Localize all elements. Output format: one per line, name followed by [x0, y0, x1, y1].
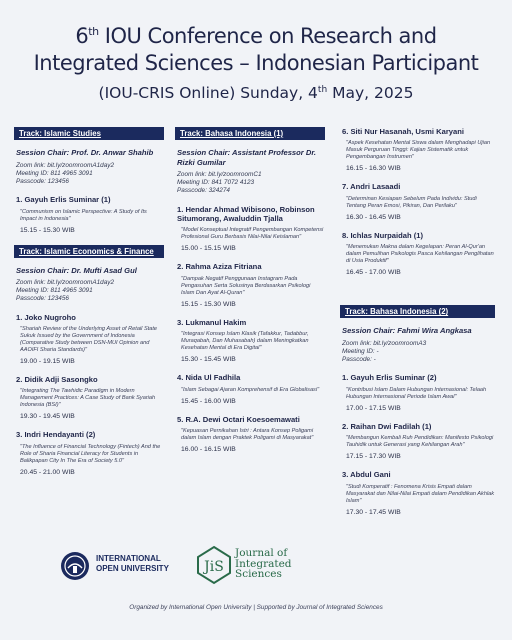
session-time: 17.30 - 17.45 WIB — [346, 508, 401, 516]
presenter-name: 7. Andri Lasaadi — [342, 182, 401, 192]
paper-title: "Communism on Islamic Perspective: A Study of Its Impact in Indonesia" — [20, 208, 147, 222]
session-time: 20.45 - 21.00 WIB — [20, 468, 75, 476]
paper-title: "Kepuasan Pernikahan Istri : Antara Konsep Poligami dalam Islam dengan Praktek Poligami di Masyarakat" — [181, 428, 314, 442]
zoom-link[interactable]: Zoom link: bit.ly/zoomroomA1day2 — [16, 161, 115, 169]
presenter-name: 4. Nida Ul Fadhila — [177, 373, 241, 383]
presenter-name: 2. Didik Adji Sasongko — [16, 375, 98, 385]
session-item — [16, 430, 164, 476]
session-time: 15.15 - 15.30 WIB — [20, 226, 75, 234]
paper-title: "Studi Komperatif : Fenomena Krisis Empati dalam Masyarakat dan Nilai-Nilai Empati dalam Pendidikan Akhlak Islam" — [346, 483, 495, 504]
paper-title: "Islam Sebagai Ajaran Komprehensif di Era Globalisasi" — [181, 386, 320, 393]
sponsor-logos — [60, 541, 320, 591]
paper-title: "Menemukan Makna dalam Kegelapan: Peran Al-Qur'an dalam Pemulihan Psikologis Pasca Kehilangan Penglihatan di Usia Produktif" — [346, 244, 494, 265]
session-chair: Session Chair: Dr. Mufti Asad Gul — [16, 265, 137, 275]
presenter-name: 3. Abdul Gani — [342, 470, 391, 480]
page-title: 6th IOU Conference on Research and — [75, 24, 437, 48]
svg-text:JiS: JiS — [204, 559, 224, 575]
session-time: 19.30 - 19.45 WIB — [20, 413, 75, 421]
presenter-name: 1. Gayuh Erlis Suminar (1) — [16, 195, 111, 205]
session-time: 19.00 - 19.15 WIB — [20, 358, 75, 366]
zoom-link[interactable]: Zoom link: bit.ly/zoomroomA1day2 — [16, 279, 115, 287]
session-item — [342, 127, 495, 173]
session-time: 16.00 - 16.15 WIB — [181, 446, 236, 454]
paper-title: "Membangun Kembali Ruh Pendidikan: Manifesto Psikologi Tauhidik untuk Generasi yang Kehilangan Arah" — [346, 435, 494, 449]
session-time: 15.15 - 15.30 WIB — [181, 300, 236, 308]
passcode: Passcode: - — [342, 356, 376, 364]
session-item — [16, 313, 164, 366]
presenter-name: 1. Joko Nugroho — [16, 312, 76, 322]
presenter-name: 3. Indri Hendayanti (2) — [16, 430, 96, 440]
paper-title: "Integrasi Konsep Islam Klasik (Tafakkur, Tadabbur, Muraqabah, Dan Muhasabah) dalam Meningkatkan Kesehatan Mental di Era Digital" — [181, 331, 309, 352]
column-middle — [175, 127, 325, 454]
paper-title: "Integrating The Tawhidic Paradigm in Modern Management Practices: A Case Study of Bank Syariah Indonesia (BSI)" — [20, 388, 156, 409]
session-item — [177, 262, 325, 308]
session-time: 15.30 - 15.45 WIB — [181, 356, 236, 364]
meeting-id: Meeting ID: - — [342, 347, 379, 355]
presenter-name: 1. Hendar Ahmad Wibisono, Robinson Situmorang, Awaluddin Tjalla — [177, 204, 315, 224]
session-item — [342, 373, 495, 412]
presenter-name: 2. Raihan Dwi Fadilah (1) — [342, 421, 432, 431]
column-left — [14, 127, 164, 477]
track-header-islamic-economics: Track: Islamic Economics & Finance — [14, 245, 164, 258]
session-item — [342, 231, 495, 277]
session-time: 16.15 - 16.30 WIB — [346, 165, 401, 173]
paper-title: "Shariah Review of the Underlying Asset of Retail State Sukuk Issued by the Government of Indonesia (Comparative Study between DSN-MUI Opinion and AAOIFI Sharia Standards)" — [20, 326, 158, 354]
track-header-bahasa-indonesia-2: Track: Bahasa Indonesia (2) — [340, 305, 495, 318]
zoom-link[interactable]: Zoom link: bit.ly/zoomroomC1 — [177, 171, 262, 178]
session-item — [342, 182, 495, 221]
paper-title: "Aspek Kesehatan Mental Siswa dalam Menghadapi Ujian Masuk Perguruan Tinggi: Kajian Sistematik untuk Pengembangan Instrumen" — [346, 140, 491, 161]
paper-title: "Kontribusi Islam Dalam Hubungan Internasional: Telaah Hubungan Internasional Periode Islam Awal" — [346, 386, 487, 400]
passcode: Passcode: 324274 — [177, 187, 230, 195]
session-time: 17.00 - 17.15 WIB — [346, 404, 401, 412]
session-item — [342, 470, 495, 516]
session-time: 15.45 - 16.00 WIB — [181, 397, 236, 405]
paper-title: "The Influence of Financial Technology (Fintech) And the Role of Sharia Financial Literacy for Students in Balikpapan City In The Era of Society 5.0" — [20, 443, 161, 464]
paper-title: "Dampak Negatif Penggunaan Instagram Pada Pengasuhan Serta Solusinya Berdasarkan Psikologi Islam Dan Ayat Al-Quran" — [181, 275, 311, 296]
paper-title: "Determinan Kesiapan Sebelum Pada Individu: Studi Tentang Peran Emosi, Pikiran, Dan Perilaku" — [346, 195, 477, 209]
presenter-name: 1. Gayuh Erlis Suminar (2) — [342, 373, 437, 383]
meeting-id: Meeting ID: 841 7072 4123 — [177, 179, 255, 187]
meeting-id: Meeting ID: 811 4965 3091 — [16, 169, 93, 177]
column-right — [340, 127, 495, 517]
presenter-name: 3. Lukmanul Hakim — [177, 317, 247, 327]
iou-logo-icon — [60, 551, 90, 581]
page-header — [0, 18, 512, 104]
presenter-name: 2. Rahma Aziza Fitriana — [177, 262, 262, 272]
session-item — [342, 422, 495, 461]
paper-title: "Model Konseptual Integratif Pengembangan Kompetensi Profesional Guru Berbasis Nilai-Nilai Keislaman" — [181, 227, 324, 241]
session-item — [177, 205, 325, 254]
presenter-name: 5. R.A. Dewi Octari Koesoemawati — [177, 414, 300, 424]
presenter-name: 6. Siti Nur Hasanah, Usmi Karyani — [342, 127, 464, 136]
session-chair: Session Chair: Assistant Professor Dr. Rizki Gumilar — [177, 148, 316, 167]
session-item — [177, 318, 325, 364]
track-header-islamic-studies: Track: Islamic Studies — [14, 127, 164, 140]
event-date: (IOU-CRIS Online) Sunday, 4th May, 2025 — [98, 84, 414, 103]
passcode: Passcode: 123456 — [16, 177, 69, 185]
passcode: Passcode: 123456 — [16, 295, 69, 303]
jis-logo-icon — [196, 545, 232, 585]
session-item — [177, 373, 325, 405]
session-item — [16, 375, 164, 421]
page-title-line2: Integrated Sciences – Indonesian Participant — [33, 51, 479, 75]
presenter-name: 8. Ichlas Nurpaidah (1) — [342, 230, 424, 240]
session-time: 17.15 - 17.30 WIB — [346, 453, 401, 461]
iou-logo-text: INTERNATIONAL OPEN UNIVERSITY — [96, 554, 169, 573]
session-time: 15.00 - 15.15 WIB — [181, 245, 236, 253]
session-time: 16.30 - 16.45 WIB — [346, 213, 401, 221]
session-item — [177, 415, 325, 454]
footer-credit: Organized by International Open University | Supported by Journal of Integrated Sciences — [129, 604, 383, 611]
session-time: 16.45 - 17.00 WIB — [346, 269, 401, 277]
track-header-bahasa-indonesia-1: Track: Bahasa Indonesia (1) — [175, 127, 325, 140]
jis-logo-text: Journal of Integrated Sciences — [235, 547, 292, 580]
session-chair: Session Chair: Prof. Dr. Anwar Shahib — [16, 148, 154, 157]
meeting-id: Meeting ID: 811 4965 3091 — [16, 287, 93, 295]
zoom-link[interactable]: Zoom link: bit.ly/zoomroomA3 — [342, 339, 427, 347]
session-chair: Session Chair: Fahmi Wira Angkasa — [342, 326, 472, 336]
session-item — [16, 195, 164, 234]
